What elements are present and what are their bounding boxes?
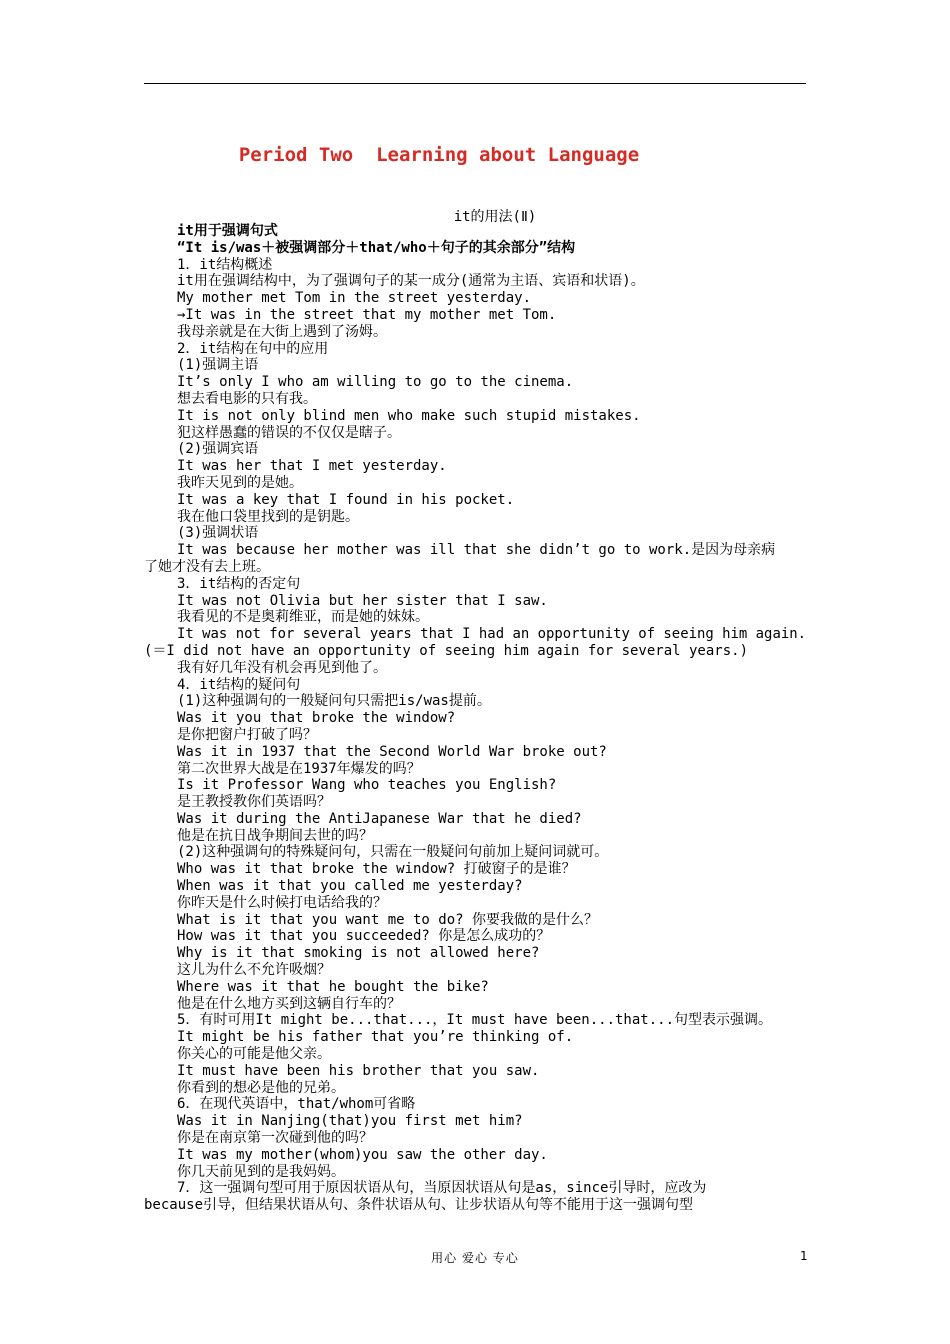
page-footer: 用心 爱心 专心 xyxy=(431,1251,519,1265)
text-line: Was it in 1937 that the Second World War broke out? xyxy=(177,743,607,760)
text-line: It was because her mother was ill that she didn’t go to work.是因为母亲病 xyxy=(177,542,776,559)
text-line: It was a key that I found in his pocket. xyxy=(177,491,515,508)
text-line: 第二次世界大战是在1937年爆发的吗？ xyxy=(177,760,421,777)
text-line: 你关心的可能是他父亲。 xyxy=(177,1046,331,1063)
text-line: 你昨天是什么时候打电话给我的？ xyxy=(177,894,387,911)
text-line: →It was in the street that my mother met Tom. xyxy=(177,306,557,323)
text-line: It might be his father that you’re thinking of. xyxy=(177,1029,574,1046)
text-line: 4．it结构的疑问句 xyxy=(177,676,301,693)
text-line: (1)这种强调句的一般疑问句只需把is/was提前。 xyxy=(177,693,491,710)
text-line: it用在强调结构中，为了强调句子的某一成分(通常为主语、宾语和状语)。 xyxy=(177,273,645,290)
text-line: Was it during the AntiJapanese War that he died? xyxy=(177,810,582,827)
text-line: Is it Professor Wang who teaches you English? xyxy=(177,777,557,794)
text-line: 5．有时可用It might be...that...，It must have been...that...句型表示强调。 xyxy=(177,1012,773,1029)
text-line: 这儿为什么不允许吸烟？ xyxy=(177,962,331,979)
text-line: It was not for several years that I had an opportunity of seeing him again. xyxy=(177,626,806,643)
text-line: When was it that you called me yesterday? xyxy=(177,878,523,895)
text-line: (3)强调状语 xyxy=(177,525,259,542)
text-line: (2)强调宾语 xyxy=(177,441,259,458)
text-line: (2)这种强调句的特殊疑问句，只需在一般疑问句前加上疑问词就可。 xyxy=(177,844,609,861)
text-line: 想去看电影的只有我。 xyxy=(177,390,317,407)
document-body xyxy=(144,223,806,1214)
text-line: 我看见的不是奥莉维亚，而是她的妹妹。 xyxy=(177,609,429,626)
text-line: Why is it that smoking is not allowed here? xyxy=(177,945,540,962)
text-line: (1)强调主语 xyxy=(177,357,259,374)
text-line: 是王教授教你们英语吗？ xyxy=(177,794,331,811)
text-line: 2．it结构在句中的应用 xyxy=(177,340,329,357)
text-line: 1．it结构概述 xyxy=(177,256,273,273)
text-line: It was her that I met yesterday. xyxy=(177,458,447,475)
text-line: What is it that you want me to do? 你要我做的是什么？ xyxy=(177,911,599,928)
text-line: My mother met Tom in the street yesterday. xyxy=(177,290,532,307)
text-line: 了她才没有去上班。 xyxy=(144,558,270,575)
text-line: 我在他口袋里找到的是钥匙。 xyxy=(177,508,359,525)
page-title: Period Two Learning about Language xyxy=(238,144,640,166)
text-line: It is not only blind men who make such stupid mistakes. xyxy=(177,407,641,424)
text-line: 犯这样愚蠢的错误的不仅仅是瞎子。 xyxy=(177,424,401,441)
text-line: 7．这一强调句型可用于原因状语从句，当原因状语从句是as，since引导时，应改为 xyxy=(177,1180,707,1197)
text-line: 我有好几年没有机会再见到他了。 xyxy=(177,659,387,676)
text-line: How was it that you succeeded? 你是怎么成功的？ xyxy=(177,928,551,945)
text-line: it用于强调句式 xyxy=(177,223,278,239)
text-line: It’s only I who am willing to go to the cinema. xyxy=(177,374,574,391)
text-line: It must have been his brother that you saw. xyxy=(177,1062,540,1079)
text-line: 你几天前见到的是我妈妈。 xyxy=(177,1163,345,1180)
text-line: 我母亲就是在大街上遇到了汤姆。 xyxy=(177,323,387,340)
text-line: 我昨天见到的是她。 xyxy=(177,474,303,491)
text-line: 3．it结构的否定句 xyxy=(177,575,301,592)
header-rule xyxy=(144,83,806,84)
text-line: 他是在什么地方买到这辆自行车的？ xyxy=(177,995,401,1012)
text-line: “It is/was＋被强调部分＋that/who＋句子的其余部分”结构 xyxy=(177,239,576,256)
text-line: 你是在南京第一次碰到他的吗？ xyxy=(177,1130,373,1147)
text-line: Who was it that broke the window? 打破窗子的是谁？ xyxy=(177,861,576,878)
text-line: 他是在抗日战争期间去世的吗？ xyxy=(177,827,373,844)
text-line: because引导，但结果状语从句、条件状语从句、让步状语从句等不能用于这一强调句型 xyxy=(144,1197,693,1214)
text-line: Where was it that he bought the bike? xyxy=(177,978,489,995)
page-number: 1 xyxy=(800,1249,808,1263)
text-line: 你看到的想必是他的兄弟。 xyxy=(177,1079,345,1096)
text-line: Was it you that broke the window? xyxy=(177,710,456,727)
text-line: Was it in Nanjing(that)you first met him? xyxy=(177,1113,523,1130)
text-line: (＝I did not have an opportunity of seeing him again for several years.) xyxy=(144,642,749,659)
text-line: 6．在现代英语中，that/whom可省略 xyxy=(177,1096,416,1113)
section-subtitle: it的用法(Ⅱ) xyxy=(453,209,537,225)
text-line: It was not Olivia but her sister that I saw. xyxy=(177,592,548,609)
text-line: It was my mother(whom)you saw the other day. xyxy=(177,1146,548,1163)
text-line: 是你把窗户打破了吗？ xyxy=(177,726,317,743)
